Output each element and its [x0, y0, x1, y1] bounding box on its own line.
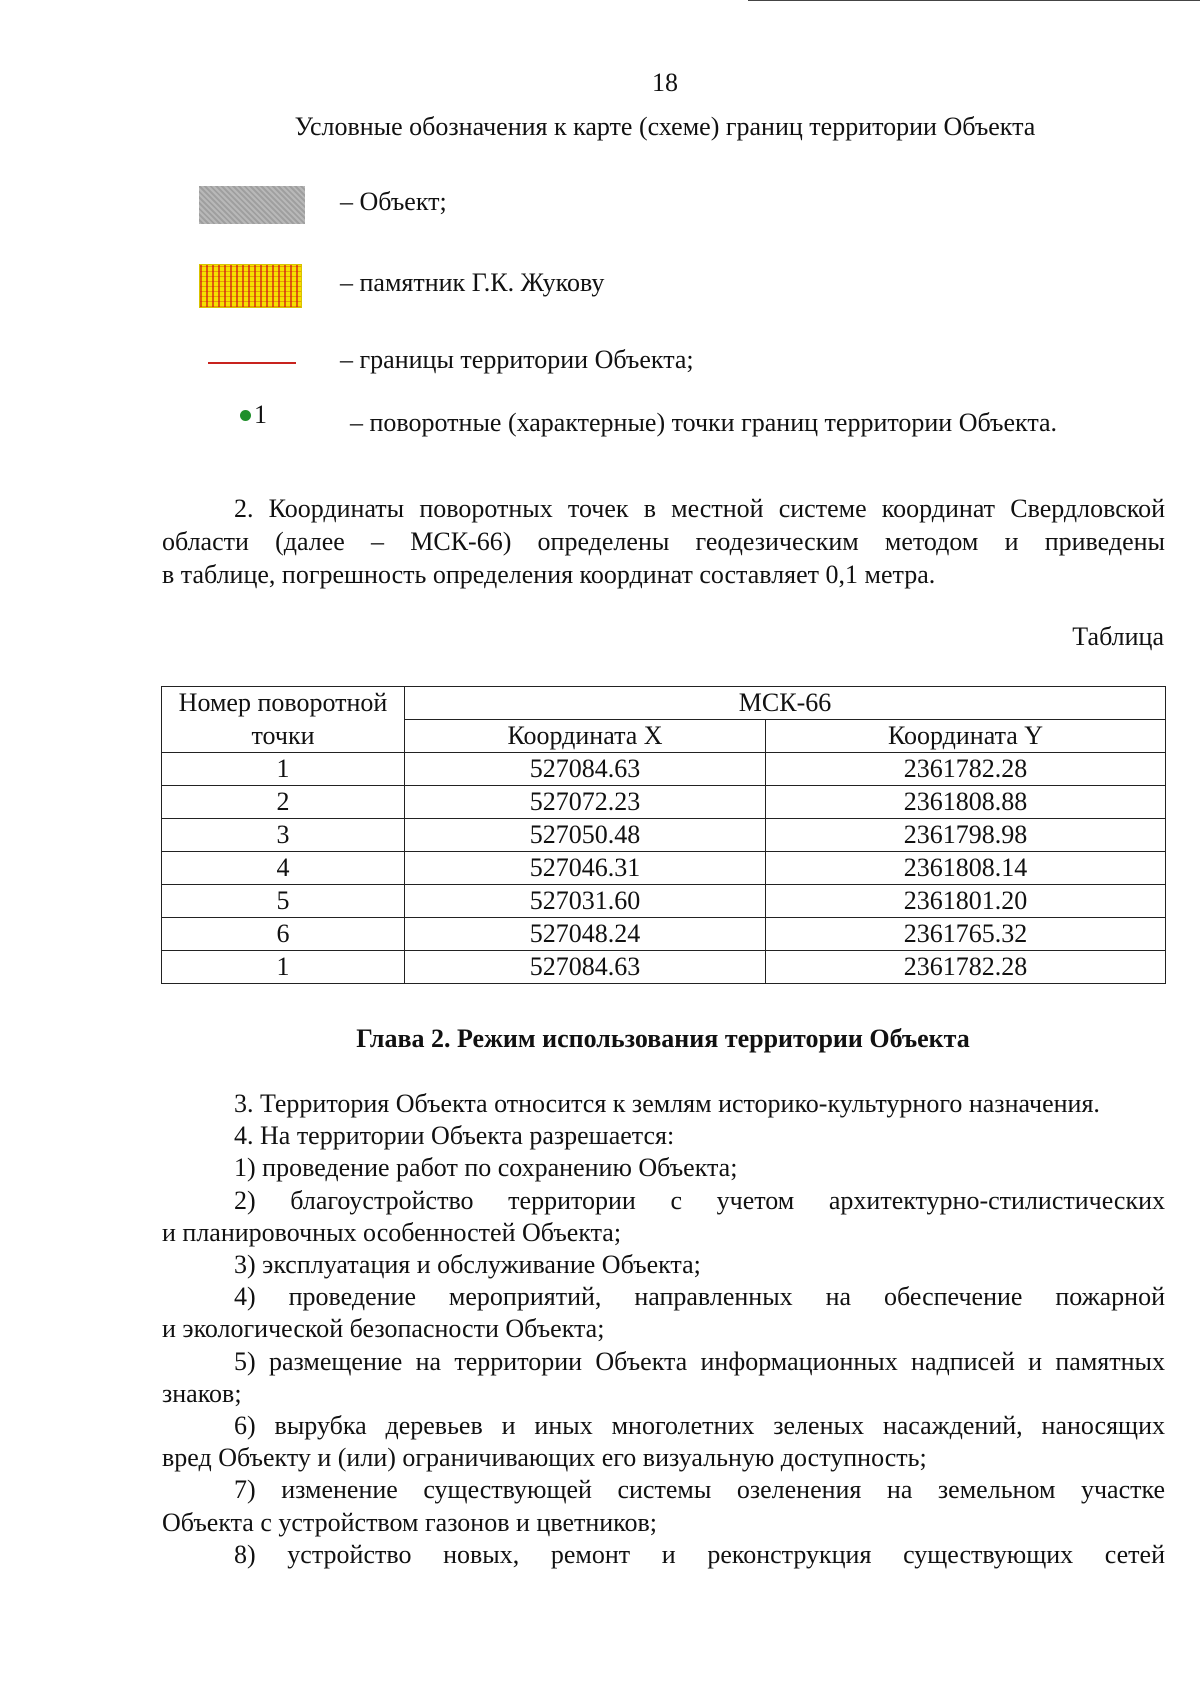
cell-coord-y: 2361798.98: [766, 819, 1166, 852]
chapter-title: Глава 2. Режим использования территории Объекта: [356, 1024, 970, 1053]
monument-swatch: [199, 264, 302, 308]
cell-coord-y: 2361808.88: [766, 786, 1166, 819]
cell-point-number: 1: [162, 951, 405, 984]
legend-item-turning-points: – поворотные (характерные) точки границ территории Объекта.: [350, 408, 1058, 437]
table-row: [162, 786, 1166, 819]
table-header-row: [162, 687, 1166, 720]
cell-coord-y: 2361801.20: [766, 885, 1166, 918]
body-line: 3. Территория Объекта относится к землям историко-культурного назначения.: [234, 1089, 1100, 1118]
paragraph-line: области (далее – МСК-66) определены геодезическим методом и приведены: [162, 527, 1165, 556]
cell-point-number: 2: [162, 786, 405, 819]
body-line: 4. На территории Объекта разрешается:: [234, 1121, 675, 1151]
body-line: Объекта с устройством газонов и цветников;: [162, 1507, 657, 1537]
paragraph-line: 2. Координаты поворотных точек в местной системе координат Свердловской: [234, 494, 1165, 523]
body-line: 7) изменение существующей системы озеленения на земельном участке: [234, 1475, 1165, 1505]
legend-item-object: – Объект;: [340, 187, 447, 216]
cell-coord-y: 2361765.32: [766, 918, 1166, 951]
table-row: [162, 918, 1166, 951]
body-line: и планировочных особенностей Объекта;: [162, 1217, 622, 1247]
body-line: 8) устройство новых, ремонт и реконструкция существующих сетей: [234, 1539, 1165, 1569]
table-row: [162, 852, 1166, 885]
body-line: 4) проведение мероприятий, направленных на обеспечение пожарной: [234, 1282, 1165, 1312]
page-number: 18: [652, 68, 678, 97]
cell-coord-x: 527050.48: [405, 819, 766, 852]
object-swatch: [199, 186, 305, 224]
body-line: 2) благоустройство территории с учетом архитектурно-стилистических: [234, 1185, 1165, 1215]
paragraph-coordinates: [162, 492, 1165, 591]
cell-coord-y: 2361782.28: [766, 951, 1166, 984]
cell-point-number: 4: [162, 852, 405, 885]
cell-coord-x: 527084.63: [405, 951, 766, 984]
cell-coord-x: 527046.31: [405, 852, 766, 885]
legend-title: Условные обозначения к карте (схеме) границ территории Объекта: [294, 112, 1036, 141]
header-point-number: Номер поворотной: [162, 687, 405, 720]
body-line: 1) проведение работ по сохранению Объекта;: [234, 1153, 738, 1183]
turning-point-icon: [240, 410, 251, 421]
body-text: [162, 1088, 1165, 1571]
body-line: вред Объекту и (или) ограничивающих его визуальную доступность;: [162, 1443, 927, 1473]
header-point-number-cont: точки: [162, 720, 405, 753]
turning-point-marker-label: 1: [254, 400, 267, 429]
legend-item-boundary: – границы территории Объекта;: [340, 345, 694, 374]
body-line: 3) эксплуатация и обслуживание Объекта;: [234, 1250, 701, 1280]
body-line: знаков;: [162, 1378, 242, 1408]
paragraph-line: в таблице, погрешность определения координат составляет 0,1 метра.: [162, 560, 936, 589]
cell-coord-x: 527084.63: [405, 753, 766, 786]
table-row: [162, 951, 1166, 984]
scan-edge-line: [748, 0, 1200, 1]
body-line: 5) размещение на территории Объекта информационных надписей и памятных: [234, 1346, 1165, 1376]
legend-item-monument: – памятник Г.К. Жукову: [340, 268, 605, 297]
header-msk66: МСК-66: [405, 687, 1166, 720]
cell-coord-x: 527072.23: [405, 786, 766, 819]
header-coord-y: Координата Y: [766, 720, 1166, 753]
table-header-row: [162, 720, 1166, 753]
table-row: [162, 753, 1166, 786]
table-row: [162, 819, 1166, 852]
boundary-line-swatch: [208, 362, 296, 364]
cell-point-number: 5: [162, 885, 405, 918]
cell-coord-x: 527048.24: [405, 918, 766, 951]
cell-point-number: 1: [162, 753, 405, 786]
body-line: 6) вырубка деревьев и иных многолетних зеленых насаждений, наносящих: [234, 1411, 1165, 1441]
cell-coord-y: 2361782.28: [766, 753, 1166, 786]
header-coord-x: Координата X: [405, 720, 766, 753]
coordinates-table: [161, 686, 1166, 984]
body-line: и экологической безопасности Объекта;: [162, 1314, 605, 1344]
cell-coord-x: 527031.60: [405, 885, 766, 918]
cell-coord-y: 2361808.14: [766, 852, 1166, 885]
table-caption: Таблица: [1072, 622, 1164, 651]
table-row: [162, 885, 1166, 918]
cell-point-number: 6: [162, 918, 405, 951]
cell-point-number: 3: [162, 819, 405, 852]
